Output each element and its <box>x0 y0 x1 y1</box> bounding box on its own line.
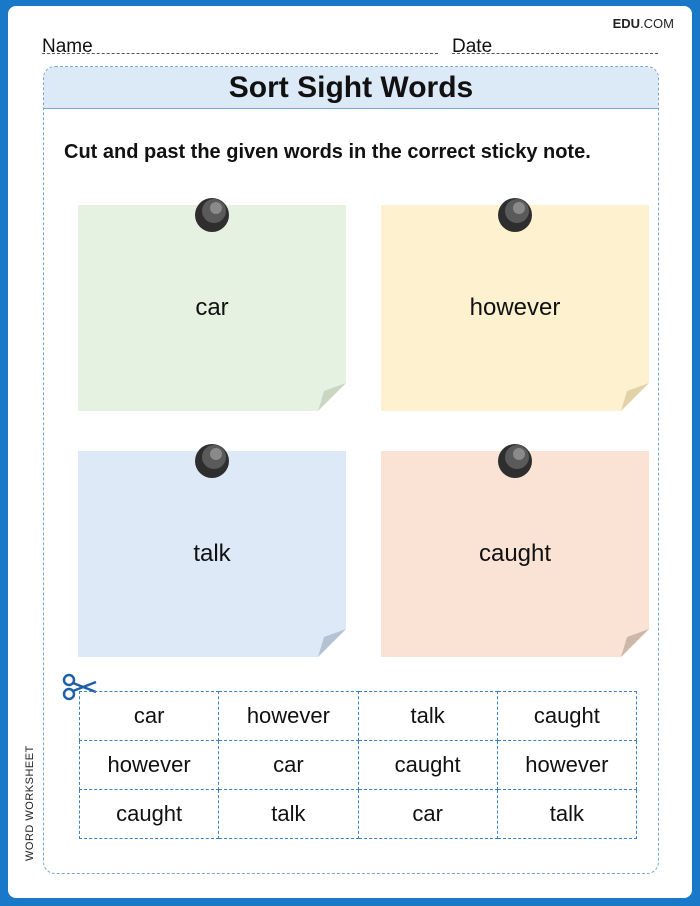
sticky-note-word: talk <box>193 540 231 567</box>
page-curl-icon <box>318 383 346 411</box>
word-cell[interactable]: however <box>80 741 219 790</box>
sticky-note-word: caught <box>478 540 552 567</box>
sticky-note-2 <box>381 205 649 411</box>
table-row <box>80 790 637 839</box>
word-cell[interactable]: car <box>219 741 358 790</box>
word-cell[interactable]: talk <box>219 790 358 839</box>
worksheet-panel <box>43 66 659 874</box>
sticky-note-1 <box>78 205 346 411</box>
instruction-text: Cut and past the given words in the correct sticky note. <box>64 141 591 163</box>
pushpin-icon <box>192 439 232 479</box>
name-line <box>42 53 438 54</box>
side-label: WORD WORKSHEET <box>24 745 36 861</box>
word-cell[interactable]: caught <box>80 790 219 839</box>
word-cell[interactable]: however <box>219 692 358 741</box>
word-cell[interactable]: caught <box>358 741 497 790</box>
page-curl-icon <box>318 629 346 657</box>
date-label: Date <box>452 36 493 57</box>
sticky-note-3 <box>78 451 346 657</box>
table-row <box>80 741 637 790</box>
word-cell[interactable]: talk <box>358 692 497 741</box>
word-cell[interactable]: talk <box>497 790 636 839</box>
page-curl-icon <box>621 629 649 657</box>
word-cell[interactable]: car <box>358 790 497 839</box>
header-fields <box>42 36 662 60</box>
page-curl-icon <box>621 383 649 411</box>
pushpin-icon <box>192 193 232 233</box>
worksheet-page <box>8 6 692 898</box>
date-line <box>452 53 658 54</box>
word-cell[interactable]: car <box>80 692 219 741</box>
sticky-note-word: however <box>469 294 561 321</box>
sticky-note-4 <box>381 451 649 657</box>
word-cell[interactable]: however <box>497 741 636 790</box>
date-field[interactable] <box>452 36 492 58</box>
word-cell[interactable]: caught <box>497 692 636 741</box>
page-title: Sort Sight Words <box>44 67 658 109</box>
sticky-note-word: car <box>195 294 229 321</box>
name-label: Name <box>42 36 93 57</box>
pushpin-icon <box>495 439 535 479</box>
table-row <box>80 692 637 741</box>
cut-out-word-table <box>79 691 637 839</box>
name-field[interactable] <box>42 36 93 58</box>
brand-logo: EDU.COM <box>612 16 674 31</box>
pushpin-icon <box>495 193 535 233</box>
